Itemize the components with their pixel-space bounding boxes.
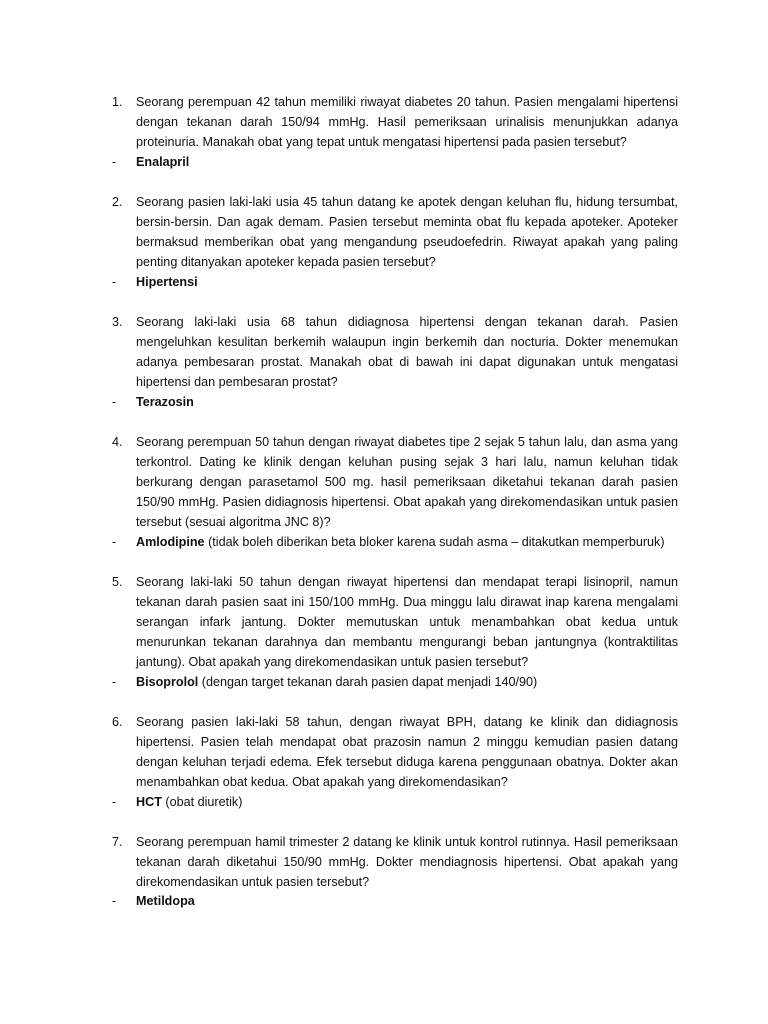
question-7 xyxy=(112,832,678,892)
question-number: 5. xyxy=(112,575,123,589)
question-1 xyxy=(112,92,678,152)
question-text: Seorang laki-laki 50 tahun dengan riwayat hipertensi dan mendapat terapi lisinopril, namun tekanan darah pasien saat ini 150/100 mmHg. Dua minggu lalu dirawat inap karena mengalami serangan infark jantung. Dokter memutuskan untuk menambahkan obat kedua untuk menurunkan tekanan darahnya dan membantu mengurangi beban jantungnya (kontraktilitas jantung). Obat apakah yang direkomendasikan untuk pasien tersebut? xyxy=(136,575,678,669)
answer-text: Hipertensi xyxy=(136,275,198,289)
answer-bullet: - xyxy=(112,395,117,409)
answer-3 xyxy=(112,392,712,412)
answer-bullet: - xyxy=(112,894,117,908)
answer-text: Metildopa xyxy=(136,894,195,908)
answer-bullet: - xyxy=(112,275,117,289)
answer-text: Bisoprolol xyxy=(136,675,199,689)
question-5 xyxy=(112,572,678,672)
question-4 xyxy=(112,432,678,532)
question-2 xyxy=(112,192,678,272)
question-3 xyxy=(112,312,678,392)
answer-bullet: - xyxy=(112,795,117,809)
answer-text: Enalapril xyxy=(136,155,190,169)
answer-note: (dengan target tekanan darah pasien dapat menjadi 140/90) xyxy=(201,675,538,689)
answer-2 xyxy=(112,272,712,292)
question-number: 1. xyxy=(112,95,123,109)
question-number: 4. xyxy=(112,435,123,449)
answer-bullet: - xyxy=(112,535,117,549)
answer-6 xyxy=(112,792,712,812)
question-text: Seorang laki-laki usia 68 tahun didiagnosa hipertensi dengan tekanan darah. Pasien mengeluhkan kesulitan berkemih walaupun ingin berkemih dan nocturia. Dokter menemukan adanya pembesaran prostat. Manakah obat di bawah ini dapat digunakan untuk mengatasi hipertensi dan pembesaran prostat? xyxy=(136,315,678,389)
answer-1 xyxy=(112,152,712,172)
answer-5 xyxy=(112,672,712,692)
question-text: Seorang perempuan hamil trimester 2 datang ke klinik untuk kontrol rutinnya. Hasil pemeriksaan tekanan darah diketahui 150/90 mmHg. Dokter mendiagnosis hipertensi. Obat apakah yang direkomendasikan untuk pasien tersebut? xyxy=(136,835,678,889)
answer-note: (tidak boleh diberikan beta bloker karena sudah asma – ditakutkan memperburuk) xyxy=(208,535,665,549)
question-text: Seorang perempuan 50 tahun dengan riwayat diabetes tipe 2 sejak 5 tahun lalu, dan asma yang terkontrol. Dating ke klinik dengan keluhan pusing sejak 3 hari lalu, namun keluhan tidak berkurang dengan parasetamol 500 mg. hasil pemeriksaan diketahui tekanan darah pasien 150/90 mmHg. Pasien didiagnosis hipertensi. Obat apakah yang direkomendasikan untuk pasien tersebut (sesuai algoritma JNC 8)? xyxy=(136,435,678,529)
question-text: Seorang pasien laki-laki 58 tahun, dengan riwayat BPH, datang ke klinik dan didiagnosis hipertensi. Pasien telah mendapat obat prazosin namun 2 minggu kemudian pasien datang dengan keluhan terjadi edema. Efek tersebut diduga karena penggunaan obatnya. Dokter akan menambahkan obat kedua. Obat apakah yang direkomendasikan? xyxy=(136,715,678,789)
answer-7 xyxy=(112,891,712,911)
question-text: Seorang pasien laki-laki usia 45 tahun datang ke apotek dengan keluhan flu, hidung tersumbat, bersin-bersin. Dan agak demam. Pasien tersebut meminta obat flu kepada apoteker. Apoteker bermaksud memberikan obat yang mengandung pseudoefedrin. Riwayat apakah yang paling penting ditanyakan apoteker kepada pasien tersebut? xyxy=(136,195,678,269)
answer-bullet: - xyxy=(112,155,117,169)
question-number: 2. xyxy=(112,195,123,209)
answer-bullet: - xyxy=(112,675,117,689)
answer-note: (obat diuretik) xyxy=(165,795,243,809)
answer-text: Amlodipine xyxy=(136,535,205,549)
question-number: 3. xyxy=(112,315,123,329)
answer-text: HCT xyxy=(136,795,162,809)
question-number: 6. xyxy=(112,715,123,729)
question-text: Seorang perempuan 42 tahun memiliki riwayat diabetes 20 tahun. Pasien mengalami hipertensi dengan tekanan darah 150/94 mmHg. Hasil pemeriksaan urinalisis menunjukkan adanya proteinuria. Manakah obat yang tepat untuk mengatasi hipertensi pada pasien tersebut? xyxy=(136,95,678,149)
answer-text: Terazosin xyxy=(136,395,194,409)
answer-4 xyxy=(112,532,712,552)
question-6 xyxy=(112,712,678,792)
question-number: 7. xyxy=(112,835,123,849)
